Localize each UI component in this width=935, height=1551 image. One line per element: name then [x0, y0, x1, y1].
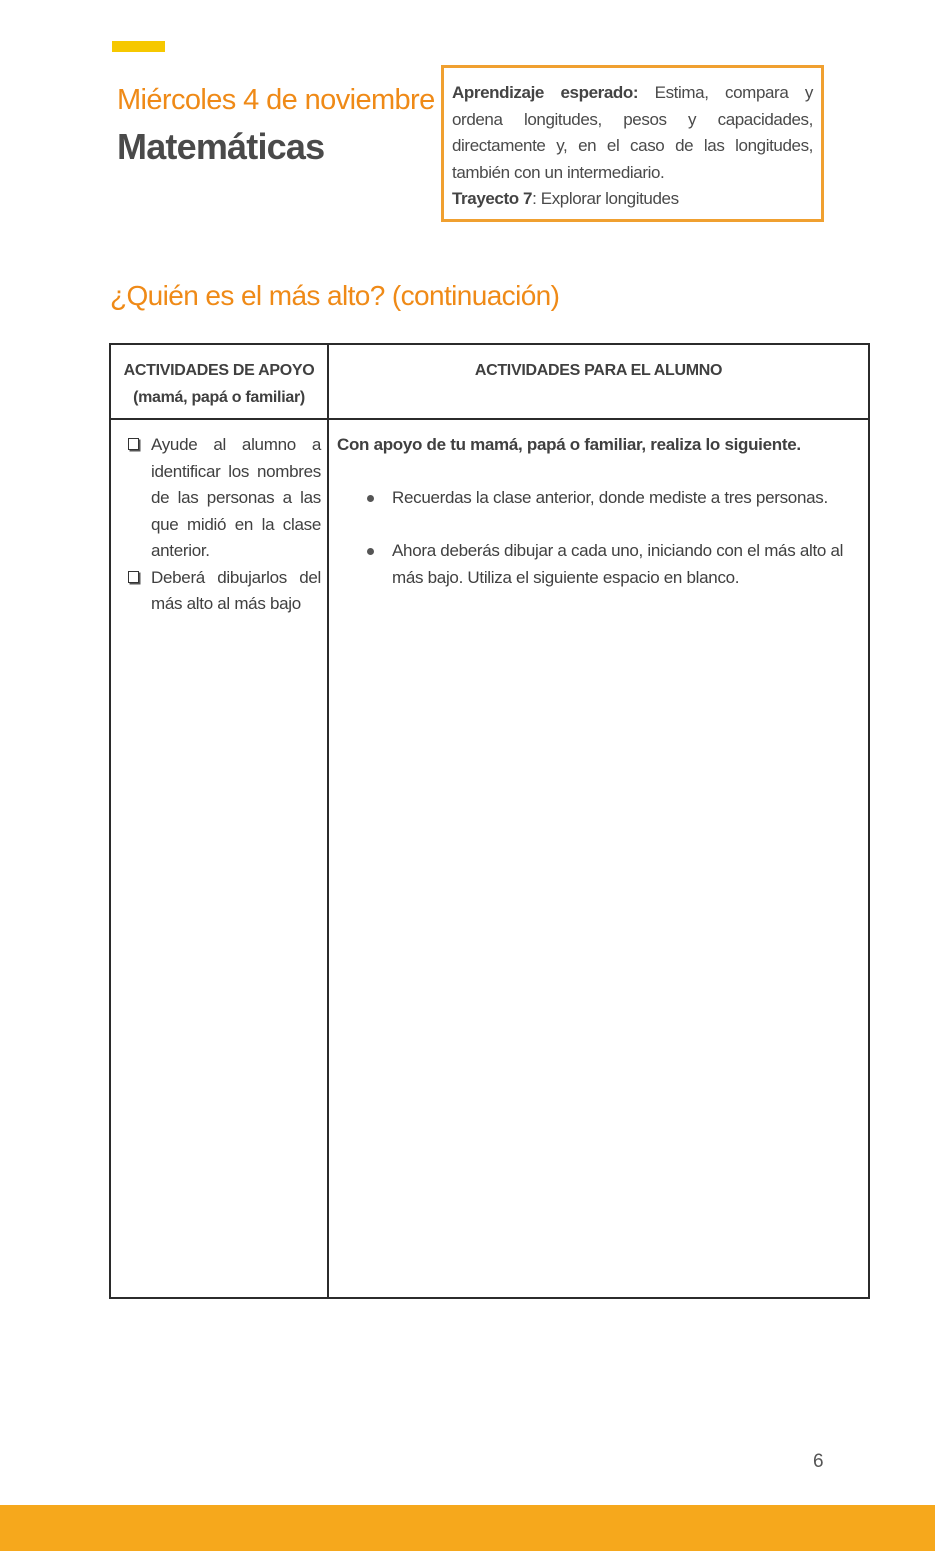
activities-table	[109, 343, 870, 1299]
expected-learning-paragraph	[452, 80, 813, 186]
trajectory-label: Trayecto 7	[452, 189, 533, 208]
student-activities-header: ACTIVIDADES PARA EL ALUMNO	[474, 362, 723, 379]
list-item	[363, 538, 858, 591]
student-item-text: Ahora deberás dibujar a cada uno, iniciando con el más alto al más bajo. Utiliza el siguiente espacio en blanco.	[392, 541, 844, 587]
list-item	[125, 432, 321, 565]
trajectory-text: : Explorar longitudes	[532, 189, 679, 208]
expected-learning-label: Aprendizaje esperado:	[452, 83, 639, 102]
trajectory-paragraph	[452, 186, 813, 213]
bullet-icon	[367, 548, 374, 555]
checkbox-icon	[128, 571, 139, 583]
section-title: ¿Quién es el más alto? (continuación)	[110, 280, 560, 311]
student-activities-list	[363, 485, 858, 618]
support-activities-header	[111, 357, 327, 411]
top-accent-bar	[112, 41, 165, 52]
list-item	[125, 565, 321, 618]
support-activities-list	[125, 432, 321, 618]
column-divider	[327, 345, 329, 1297]
learning-objective-box	[441, 65, 824, 222]
checkbox-icon	[128, 438, 139, 450]
date-heading: Miércoles 4 de noviembre	[117, 84, 435, 116]
support-header-line-2: (mamá, papá o familiar)	[133, 389, 305, 406]
header-row-divider	[111, 418, 868, 420]
support-item-text: Ayude al alumno a identificar los nombres de las personas a las que midió en la clase anterior.	[151, 435, 321, 560]
student-item-text: Recuerdas la clase anterior, donde mediste a tres personas.	[392, 488, 828, 507]
subject-title: Matemáticas	[117, 126, 325, 167]
list-item	[363, 485, 858, 512]
bullet-icon	[367, 495, 374, 502]
support-item-text: Deberá dibujarlos del más alto al más bajo	[151, 567, 321, 613]
support-header-line-1: ACTIVIDADES DE APOYO	[123, 362, 315, 379]
page-number: 6	[813, 1451, 824, 1472]
expected-learning-text: Estima, compara y ordena longitudes, pesos y capacidades, directamente y, en el caso de las longitudes, también con un intermediario.	[452, 83, 813, 182]
student-instructions-intro: Con apoyo de tu mamá, papá o familiar, realiza lo siguiente.	[337, 435, 801, 454]
bottom-accent-bar	[0, 1505, 935, 1551]
